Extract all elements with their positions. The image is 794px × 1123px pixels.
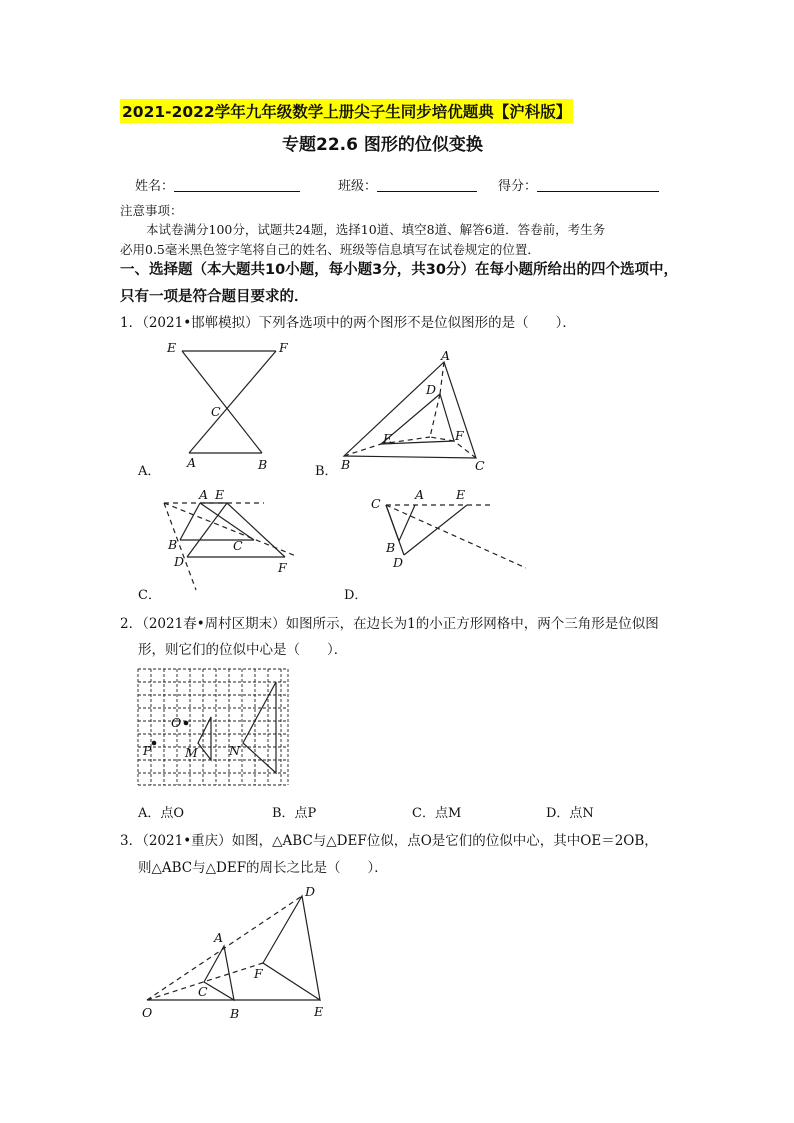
figure-1d	[371, 487, 526, 570]
header-banner: 2021-2022学年九年级数学上册尖子生同步培优题典【沪科版】	[120, 99, 573, 123]
figure-1b	[340, 348, 485, 473]
fig1d-label-a: A	[415, 487, 425, 502]
fig3-label-f: F	[254, 966, 263, 981]
q2-option-b: B．点P	[272, 806, 317, 821]
fig2-label-p: P	[143, 743, 152, 758]
fig1d-label-e: E	[456, 487, 466, 502]
fig1c-label-b: B	[168, 537, 178, 552]
figure-1c	[164, 487, 296, 590]
question-2-line2: 形，则它们的位似中心是（ ）．	[138, 642, 348, 658]
fig3-label-o: O	[142, 1005, 153, 1020]
figure-1a	[166, 340, 289, 472]
fig2-label-n: N	[229, 743, 240, 758]
fig2-label-o: O	[171, 715, 182, 730]
question-1: 1．（2021•邯郸模拟）下列各选项中的两个图形不是位似图形的是（ ）．	[120, 315, 576, 331]
question-3-line1: 3．（2021•重庆）如图，△ABC与△DEF位似，点O是它们的位似中心，其中OE＝2OB，	[120, 833, 658, 849]
fig1d-label-b: B	[386, 540, 396, 555]
section-heading-line1: 一、选择题（本大题共10小题，每小题3分，共30分）在每小题所给出的四个选项中，	[120, 262, 678, 278]
fig1b-label-b: B	[341, 457, 351, 472]
fig1a-label-c: C	[211, 404, 221, 419]
fig1c-label-d: D	[174, 554, 185, 569]
fig1d-label-c: C	[371, 496, 381, 511]
figure-2-grid	[138, 669, 288, 785]
fig1b-label-c: C	[475, 458, 485, 473]
q2-option-c: C．点M	[412, 806, 462, 821]
name-label: 姓名：	[135, 179, 175, 194]
q1-option-a: A．	[138, 464, 161, 479]
score-label: 得分：	[498, 179, 538, 194]
section-heading-line2: 只有一项是符合题目要求的．	[120, 289, 309, 305]
figure-3	[142, 884, 323, 1021]
q1-option-c: C．	[138, 588, 161, 603]
q1-option-b: B．	[315, 464, 338, 479]
fig1c-label-f: F	[278, 560, 287, 575]
fig1a-label-f: F	[279, 340, 288, 355]
notes-heading: 注意事项：	[120, 203, 183, 218]
fig2-label-m: M	[185, 745, 198, 760]
q1-option-d: D．	[344, 588, 368, 603]
page-title: 专题22.6 图形的位似变换	[282, 135, 483, 155]
notes-line1: 本试卷满分100分，试题共24题，选择10道、填空8道、解答6道．答卷前，考生务	[146, 222, 606, 237]
fig1b-label-e: E	[383, 431, 393, 446]
q2-option-d: D．点N	[546, 806, 594, 821]
fig3-label-a: A	[214, 930, 224, 945]
fig3-label-e: E	[314, 1004, 324, 1019]
fig3-label-d: D	[305, 884, 316, 899]
notes-line2: 必用0.5毫米黑色签字笔将自己的姓名、班级等信息填写在试卷规定的位置．	[120, 242, 540, 257]
class-label: 班级：	[338, 179, 378, 194]
fig1b-label-f: F	[455, 428, 464, 443]
fig1c-label-c: C	[233, 538, 243, 553]
q2-option-a: A．点O	[138, 806, 185, 821]
fig1c-label-a: A	[199, 487, 209, 502]
question-3-line2: 则△ABC与△DEF的周长之比是（ ）．	[138, 860, 388, 876]
fig1d-label-d: D	[393, 555, 404, 570]
fig1b-label-d: D	[426, 382, 437, 397]
fig1b-label-a: A	[441, 348, 451, 363]
fig1c-label-e: E	[215, 487, 225, 502]
fig3-label-c: C	[198, 984, 208, 999]
fig1a-label-b: B	[258, 457, 268, 472]
fig1a-label-a: A	[187, 455, 197, 470]
fig3-label-b: B	[230, 1006, 240, 1021]
fig1a-label-e: E	[167, 340, 177, 355]
question-2-line1: 2．（2021春•周村区期末）如图所示，在边长为1的小正方形网格中，两个三角形是位似图	[120, 616, 659, 632]
